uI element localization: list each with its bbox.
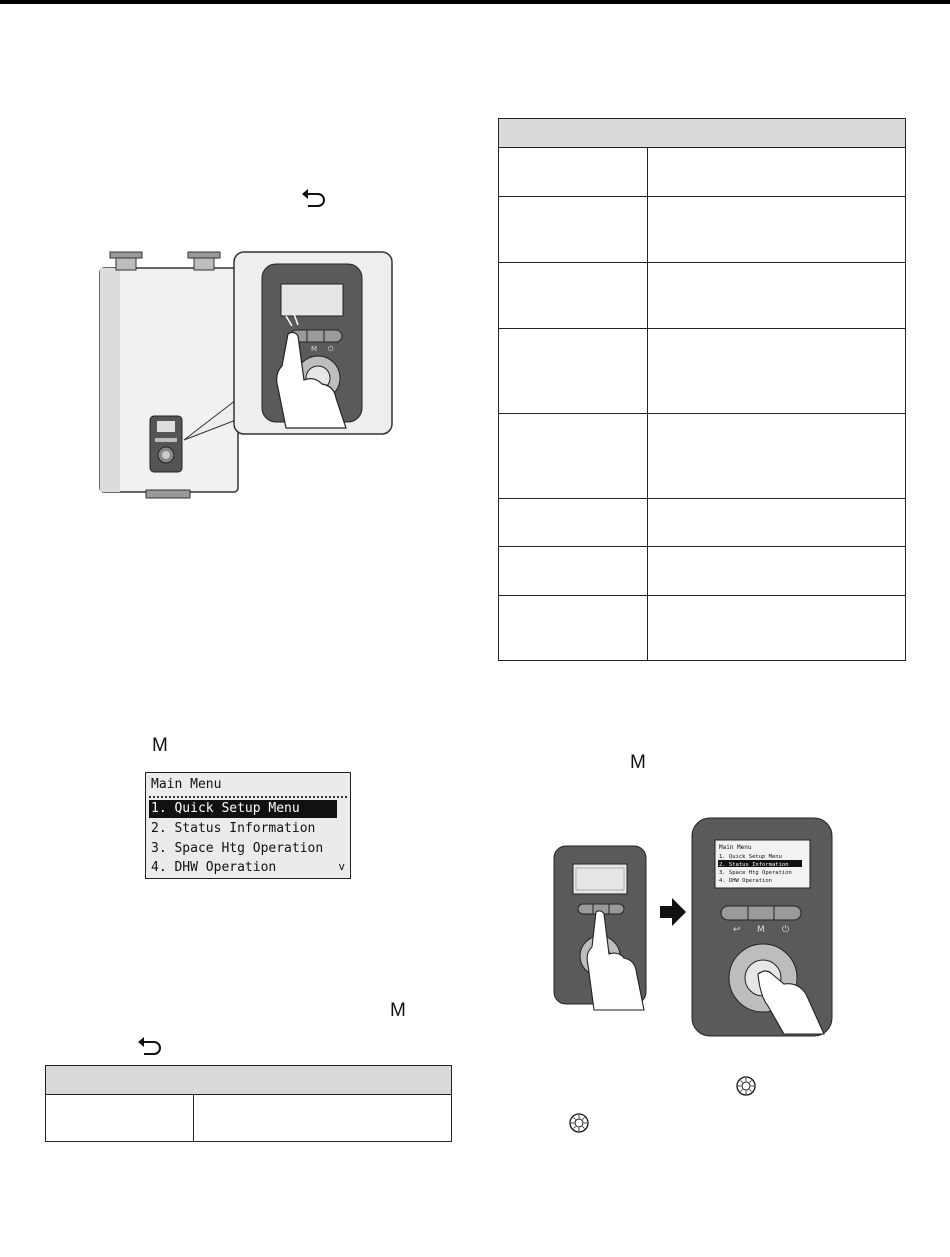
table-row: [499, 414, 905, 499]
controller-sequence-illustration: [552, 816, 842, 1038]
svg-text:⏻: ⏻: [328, 345, 334, 353]
menu-button-icon: M: [152, 735, 168, 756]
table-row: [499, 148, 905, 197]
water-heater-illustration: [96, 250, 396, 500]
top-rule: [0, 0, 950, 4]
menu-button-icon: M: [390, 1000, 406, 1021]
svg-text:↩: ↩: [733, 925, 741, 935]
settings-table-small: [45, 1065, 452, 1142]
svg-text:⏻: ⏻: [782, 925, 790, 935]
back-icon: [136, 1036, 164, 1060]
small-display-item: 2. Status Information: [719, 862, 789, 868]
table-row: [499, 263, 905, 329]
small-display-item: 1. Quick Setup Menu: [719, 854, 782, 860]
dial-icon: [568, 1112, 590, 1134]
table-row: [46, 1095, 451, 1141]
menu-item[interactable]: 4. DHW Operation: [151, 860, 277, 875]
scroll-more-indicator: v: [338, 860, 345, 873]
main-menu-display: [145, 772, 351, 879]
dotted-divider: [149, 796, 347, 798]
table-row: [499, 329, 905, 414]
small-display-item: 3. Space Htg Operation: [719, 870, 792, 876]
settings-table-large: [498, 118, 906, 661]
svg-text:M: M: [757, 925, 765, 935]
small-display-title: Main Menu: [719, 844, 752, 851]
dial-icon: [735, 1075, 757, 1097]
table-header: [46, 1066, 451, 1095]
menu-button-icon: M: [630, 752, 646, 773]
main-menu-title: Main Menu: [151, 777, 222, 792]
small-display-item: 4. DHW Operation: [719, 878, 772, 884]
menu-item[interactable]: 3. Space Htg Operation: [151, 841, 324, 856]
svg-text:M: M: [311, 345, 318, 353]
menu-item[interactable]: 2. Status Information: [151, 821, 316, 836]
table-header: [499, 119, 905, 148]
table-row: [499, 197, 905, 263]
table-row: [499, 547, 905, 596]
back-icon: [300, 188, 328, 212]
table-row: [499, 596, 905, 662]
menu-item-selected[interactable]: 1. Quick Setup Menu: [149, 800, 337, 818]
table-row: [499, 499, 905, 547]
